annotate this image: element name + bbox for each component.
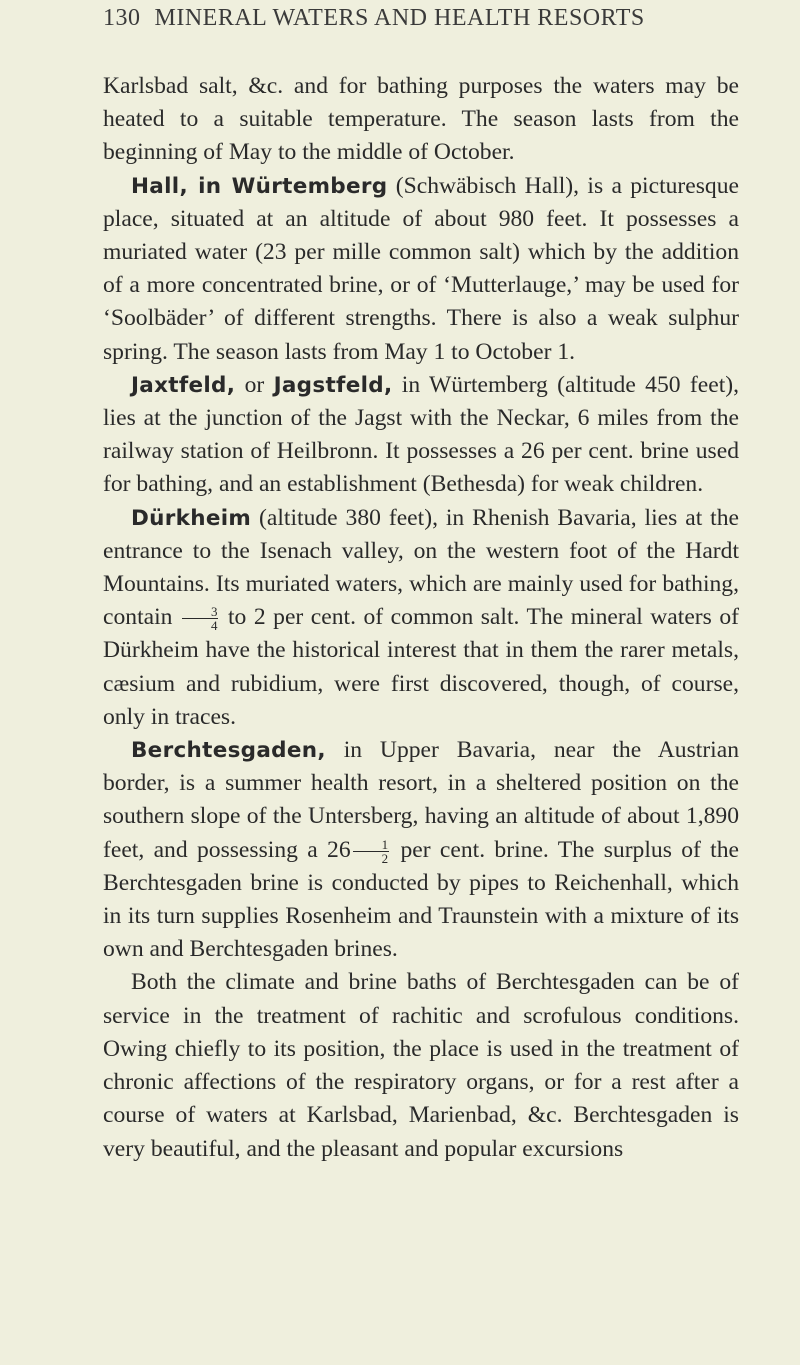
fraction-numerator: 3	[182, 605, 219, 619]
paragraph-hall	[103, 170, 739, 369]
paragraph-durkheim	[103, 502, 739, 734]
paragraph-text: in Würtemberg (altitude 450 feet), lies at the junction of the Jagst with the Neckar, 6 miles from the railway station of Heilbronn. It possesses a 26 per cent. brine used for bathing, and an establishment (Bethesda) for weak children.	[103, 371, 739, 498]
paragraph-berchtesgaden	[103, 734, 739, 966]
paragraph-text-b: to 2 per cent. of common salt. The mineral waters of Dürkheim have the historical interest that in them the rarer metals, cæsium and rubidium, were first discovered, though, of course, only in traces.	[103, 604, 740, 730]
paragraph-karlsbad-continuation	[103, 70, 739, 170]
place-name-hall: Hall, in Würtemberg	[131, 173, 388, 199]
fraction-denominator: 4	[210, 618, 218, 634]
paragraph-text-b: per cent. brine. The surplus of the Berchtesgaden brine is conducted by pipes to Reichenhall, which in its turn supplies Rosenheim and Traunstein with a mixture of its own and Berchtesgaden brines.	[103, 836, 740, 963]
paragraph-jaxtfeld	[103, 369, 739, 502]
paragraph-text: (Schwäbisch Hall), is a picturesque place, situated at an altitude of about 980 feet. It possesses a muriated water (23 per mille common salt) which by the addition of a more concentrated brine, or of ‘Mutterlauge,’ may be used for ‘Soolbäder’ of different strengths. There is also a weak sulphur spring. The season lasts from May 1 to October 1.	[103, 172, 740, 365]
paragraph-connector: or	[235, 371, 274, 398]
body-text	[103, 70, 739, 1166]
fraction-three-quarters	[182, 605, 219, 632]
fraction-numerator: 1	[353, 838, 390, 852]
place-name-berchtesgaden: Berchtesgaden,	[131, 738, 326, 764]
paragraph-berchtesgaden-treatment	[103, 966, 739, 1165]
fraction-denominator: 2	[381, 850, 389, 866]
paragraph-text-a: (altitude 380 feet), in Rhenish Bavaria, lies at the entrance to the Isenach valley, on the western foot of the Hardt Mountains. Its muriated waters, which are mainly used for bathing, contain	[103, 504, 739, 631]
paragraph-text: Both the climate and brine baths of Berchtesgaden can be of service in the treatment of rachitic and scrofulous conditions. Owing chiefly to its position, the place is used in the treatment of chronic affections of the respiratory organs, or for a rest after a course of waters at Karlsbad, Marienbad, &c. Berchtesgaden is very beautiful, and the pleasant and popular excursions	[103, 969, 739, 1162]
running-title: MINERAL WATERS AND HEALTH RESORTS	[154, 5, 645, 31]
place-name-jagstfeld: Jagstfeld,	[273, 372, 393, 398]
running-head	[103, 5, 723, 45]
place-name-jaxtfeld: Jaxtfeld,	[131, 372, 236, 398]
fraction-one-half	[353, 838, 390, 865]
page-number: 130	[103, 5, 141, 31]
paragraph-text-a: in Upper Bavaria, near the Austrian border, is a summer health resort, in a sheltered position on the southern slope of the Untersberg, having an altitude of about 1,890 feet, and possessing a 26	[103, 737, 739, 863]
place-name-durkheim: Dürkheim	[131, 505, 252, 531]
paragraph-text: Karlsbad salt, &c. and for bathing purposes the waters may be heated to a suitable temperature. The season lasts from the beginning of May to the middle of October.	[103, 73, 739, 166]
